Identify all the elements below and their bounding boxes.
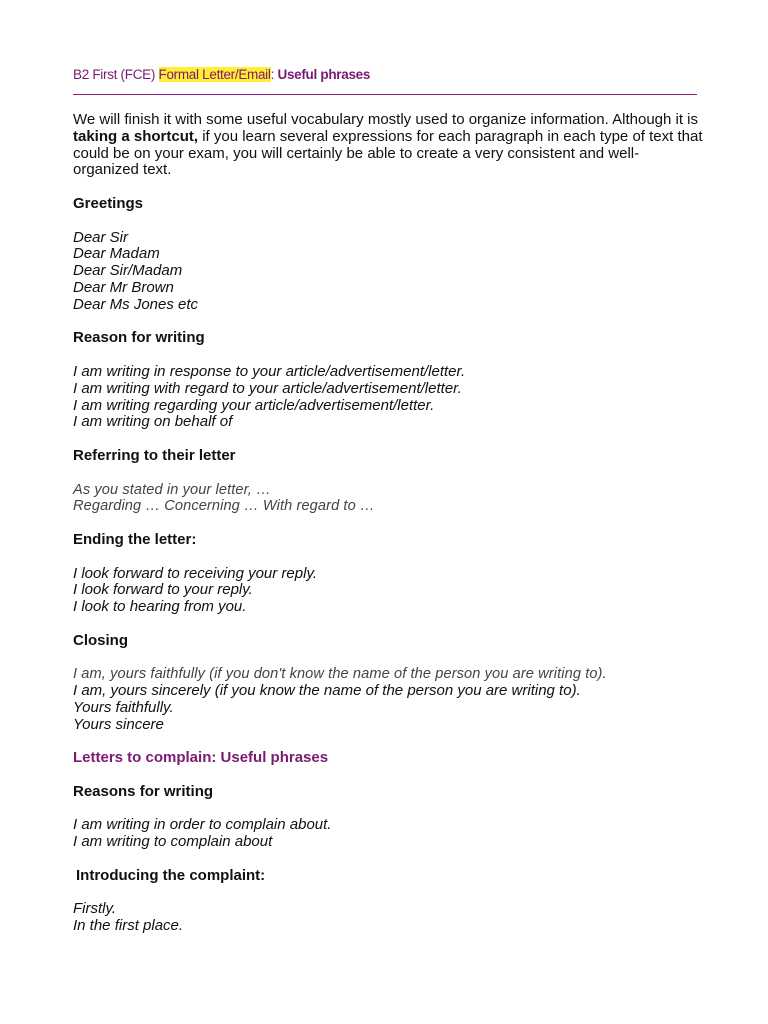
greeting-line: Dear Mr Brown [73,278,174,296]
header-colon: : [270,67,278,82]
heading-closing: Closing [73,631,128,649]
intro-text-1: We will finish it with some useful vocabulary mostly used to organize information. Although it is [73,111,699,128]
introducing-line: In the first place. [73,917,184,935]
closing-list [73,666,703,733]
greetings-list [73,230,703,314]
greeting-line: Dear Ms Jones etc [73,295,199,313]
heading-referring: Referring to their letter [73,446,236,464]
greeting-line: Dear Sir/Madam [73,262,183,280]
ending-line: I look forward to receiving your reply. [73,564,317,582]
greeting-line: Dear Sir [73,228,129,246]
reason-line: I am writing with regard to your article/advertisement/letter. [73,379,462,397]
introducing-list [73,901,703,935]
greeting-line: Dear Madam [73,245,160,263]
closing-line: Yours sincere [73,715,164,733]
reasons-list [73,817,703,851]
closing-line: I am, yours sincerely (if you know the name of the person you are writing to). [73,682,581,700]
header-prefix: B2 First (FCE) [73,67,159,82]
document-body [73,112,703,952]
intro-text-2: if you learn several expressions for each paragraph in each type of text that could be on your exam, you will certainly be able to create a very consistent and well-organized text. [73,127,703,179]
ending-list [73,566,703,616]
header-divider [73,94,697,95]
header-title: Useful phrases [277,67,371,82]
reason-line: I am writing in response to your article/advertisement/letter. [73,362,466,380]
page-header [73,67,697,82]
reason-line: I am writing regarding your article/advertisement/letter. [73,396,435,414]
introducing-line: Firstly. [73,900,117,918]
heading-reasons-for-writing: Reasons for writing [73,782,214,800]
heading-greetings: Greetings [73,194,144,212]
heading-complain-section: Letters to complain: Useful phrases [73,749,329,767]
intro-bold-text: taking a shortcut, [73,127,199,145]
reason-list [73,364,703,431]
intro-paragraph [73,112,703,179]
heading-introducing-complaint: Introducing the complaint: [76,866,266,884]
closing-line: Yours faithfully. [73,698,174,716]
heading-reason-for-writing: Reason for writing [73,329,205,347]
header-highlighted-title: Formal Letter/Email [158,67,271,82]
referring-list [73,482,703,516]
closing-line: I am, yours faithfully (if you don't know the name of the person you are writing to). [73,666,607,683]
reason-line: I am writing on behalf of [73,413,233,431]
referring-line: As you stated in your letter, … [73,481,271,498]
ending-line: I look forward to your reply. [73,581,253,599]
referring-line: Regarding … Concerning … With regard to … [73,498,375,515]
reasons-line: I am writing to complain about [73,833,273,851]
reasons-line: I am writing in order to complain about. [73,816,332,834]
heading-ending: Ending the letter: [73,530,197,548]
ending-line: I look to hearing from you. [73,598,247,616]
